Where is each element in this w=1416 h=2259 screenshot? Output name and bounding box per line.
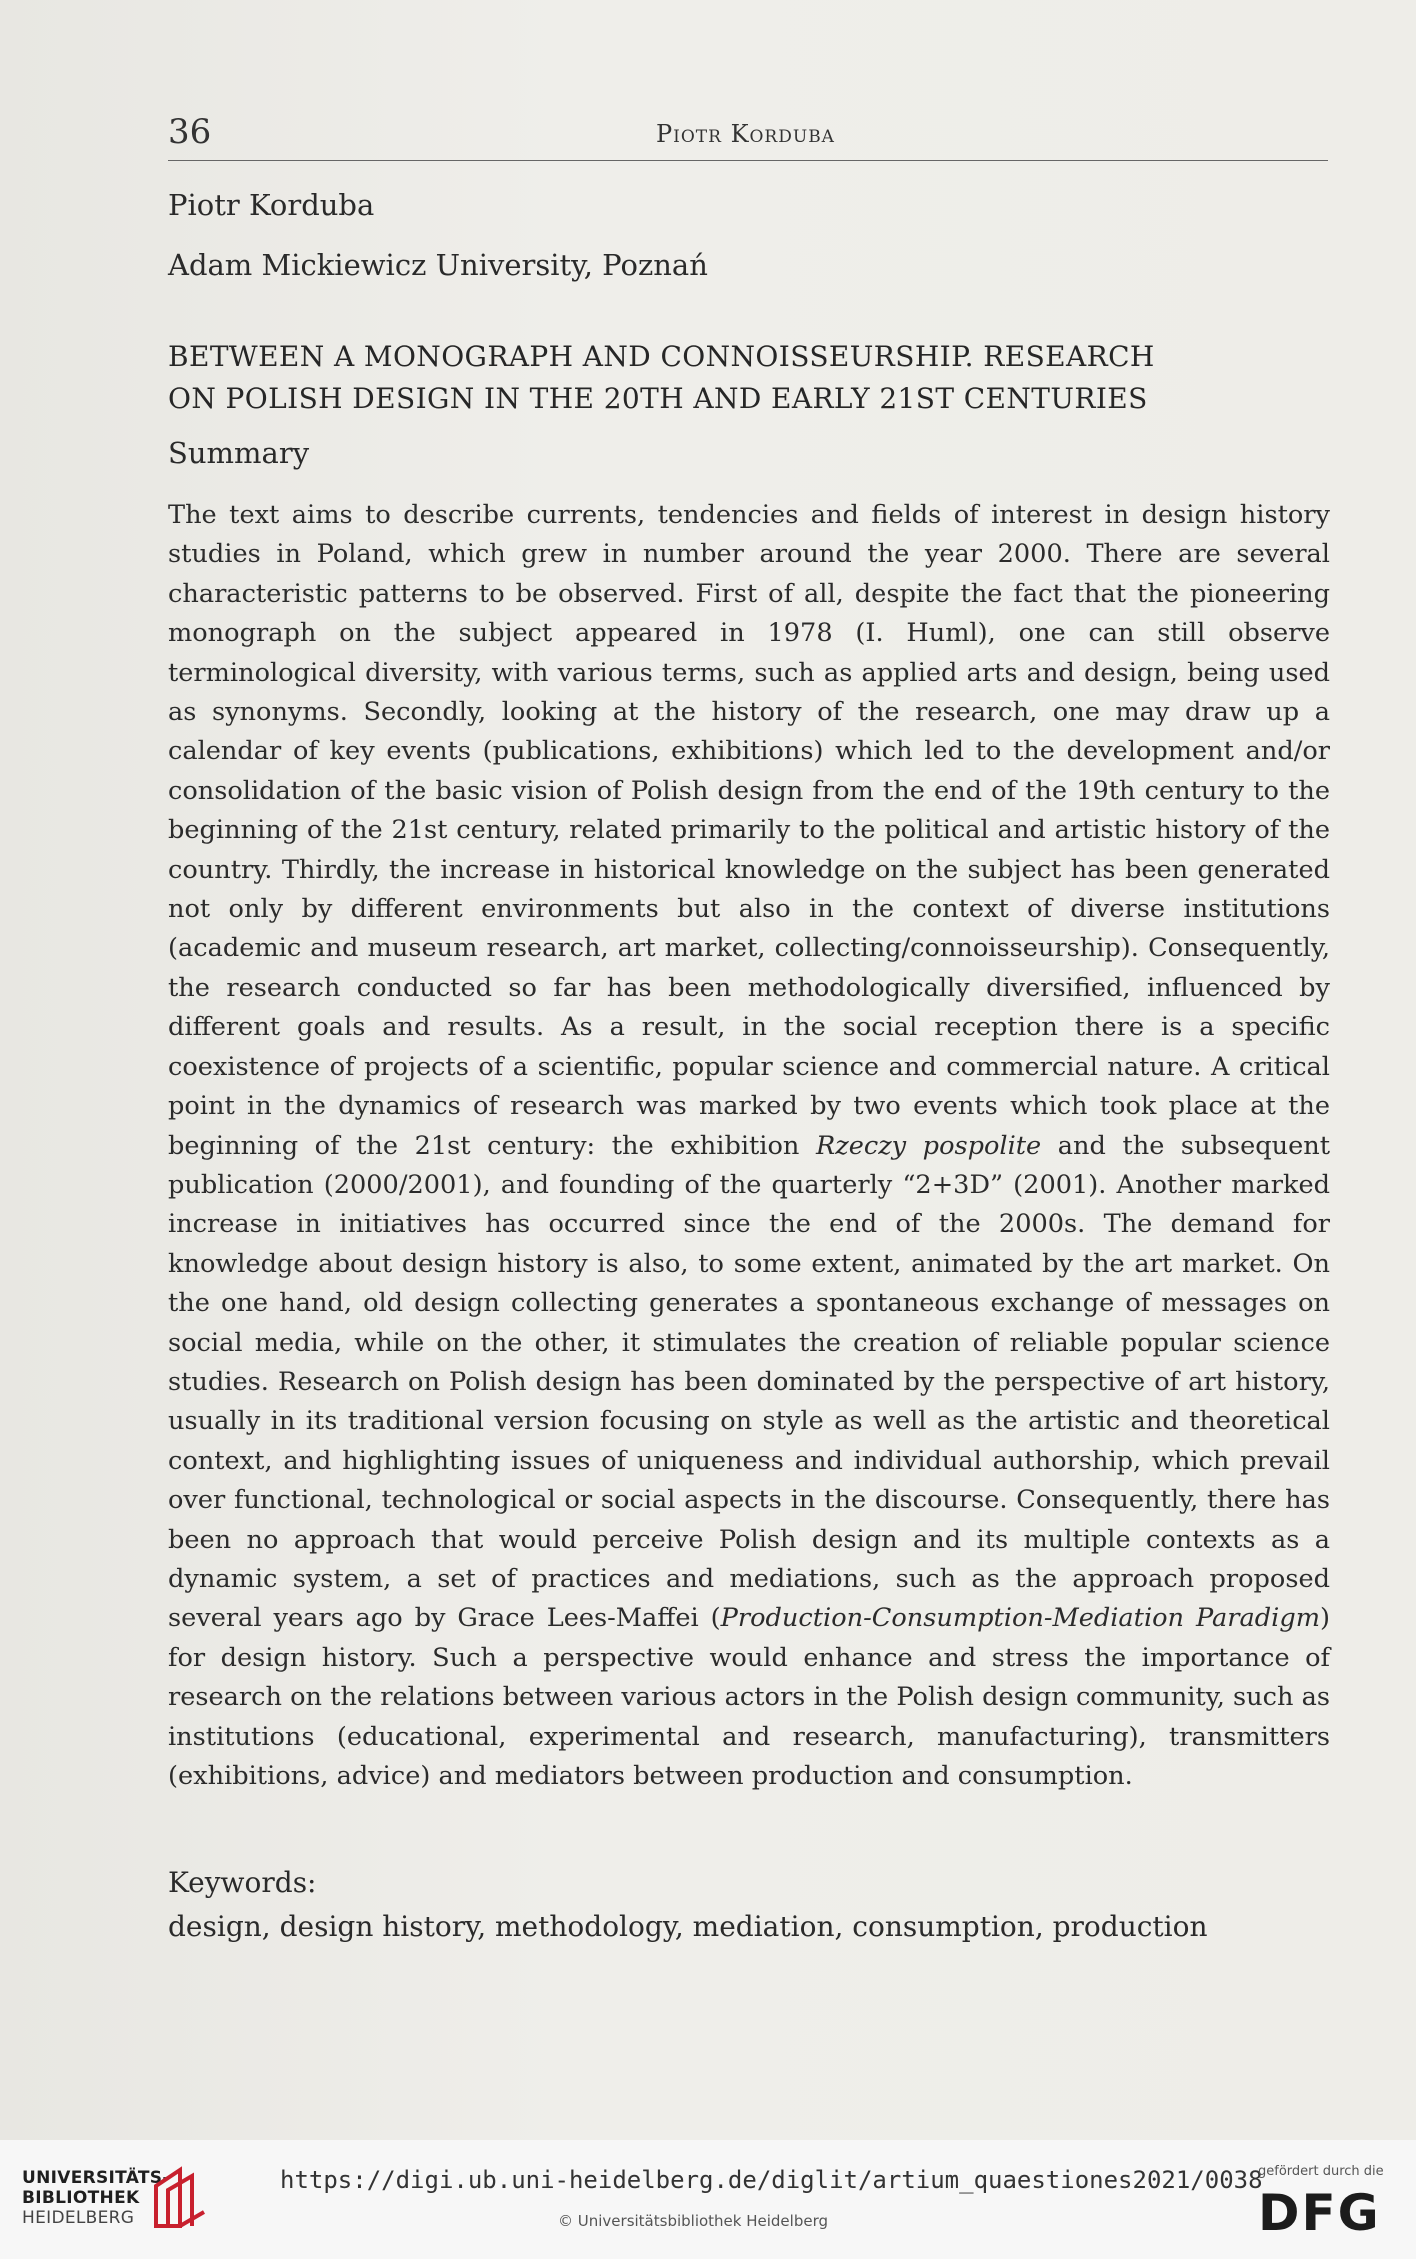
title-line: BETWEEN A MONOGRAPH AND CONNOISSEURSHIP. RESEARCH <box>168 340 1155 373</box>
library-logo[interactable] <box>22 2168 212 2238</box>
summary-text-part: ) for design history. Such a perspective would enhance and stress the importance of research on the relations between various actors in the Polish design community, such as institutions (educational, experimental and research, manufacturing), transmitters (exhibitions, advice) and mediators between production and consumption. <box>168 1603 1330 1791</box>
summary-text-part: The text aims to describe currents, tendencies and fields of interest in design history studies in Poland, which grew in number around the year 2000. There are several characteristic patterns to be observed. First of all, despite the fact that the pioneering monograph on the subject appeared in 1978 (I. Huml), one can still observe terminological diversity, with various terms, such as applied arts and design, being used as synonyms. Secondly, looking at the history of the research, one may draw up a calendar of key events (publications, exhibitions) which led to the development and/or consolidation of the basic vision of Polish design from the end of the 19th century to the beginning of the 21st century, related primarily to the political and artistic history of the country. Thirdly, the increase in historical knowledge on the subject has been generated not only by different environments but also in the context of diverse institutions (academic and museum research, art market, collecting/connoisseurship). Consequently, the research conducted so far has been methodologically diversified, influenced by different goals and results. As a result, in the social reception there is a specific coexistence of projects of a scientific, popular science and commercial nature. A critical point in the dynamics of research was marked by two events which took place at the beginning of the 21st century: the exhibition <box>168 500 1330 1161</box>
summary-italic-title: Production-Consumption-Mediation Paradigm <box>720 1603 1320 1634</box>
summary-italic-title: Rzeczy pospolite <box>815 1130 1042 1161</box>
dfg-logo-icon[interactable] <box>1258 2186 1398 2238</box>
summary-body <box>168 496 1330 1796</box>
dfg-logo-text: DFG <box>1258 2186 1381 2238</box>
keywords-list: design, design history, methodology, mediation, consumption, production <box>168 1910 1208 1943</box>
copyright-notice: © Universitätsbibliothek Heidelberg <box>558 2212 829 2230</box>
digitization-footer <box>0 2140 1416 2259</box>
summary-paragraph <box>168 496 1330 1796</box>
article-title <box>168 336 1288 420</box>
running-head: Piotr Korduba <box>656 120 835 148</box>
page-number: 36 <box>168 112 212 152</box>
library-name-line: UNIVERSITÄTS- <box>22 2168 170 2188</box>
keywords-heading: Keywords: <box>168 1866 317 1899</box>
library-name-line: BIBLIOTHEK <box>22 2188 140 2208</box>
page-header <box>168 108 1328 161</box>
author-affiliation: Adam Mickiewicz University, Poznań <box>168 248 708 282</box>
library-name-line: HEIDELBERG <box>22 2208 135 2228</box>
permalink-url[interactable]: https://digi.ub.uni-heidelberg.de/diglit/artium_quaestiones2021/0038 <box>280 2166 1263 2194</box>
summary-heading: Summary <box>168 436 310 470</box>
summary-text-part: and the subsequent publication (2000/2001), and founding of the quarterly “2+3D” (2001). Another marked increase in initiatives has occurred since the end of the 2000s. The demand for knowledge about design history is also, to some extent, animated by the art market. On the one hand, old design collecting generates a spontaneous exchange of messages on social media, while on the other, it stimulates the creation of reliable popular science studies. Research on Polish design has been dominated by the perspective of art history, usually in its traditional version focusing on style as well as the artistic and theoretical context, and highlighting issues of uniqueness and individual authorship, which prevail over functional, technological or social aspects in the discourse. Consequently, there has been no approach that would perceive Polish design and its multiple contexts as a dynamic system, a set of practices and mediations, such as the approach proposed several years ago by Grace Lees-Maffei ( <box>168 1130 1330 1634</box>
title-line: ON POLISH DESIGN IN THE 20TH AND EARLY 21ST CENTURIES <box>168 382 1148 415</box>
library-mark-icon <box>150 2164 214 2234</box>
author-name: Piotr Korduba <box>168 188 375 222</box>
funding-note: gefördert durch die <box>1258 2164 1384 2179</box>
